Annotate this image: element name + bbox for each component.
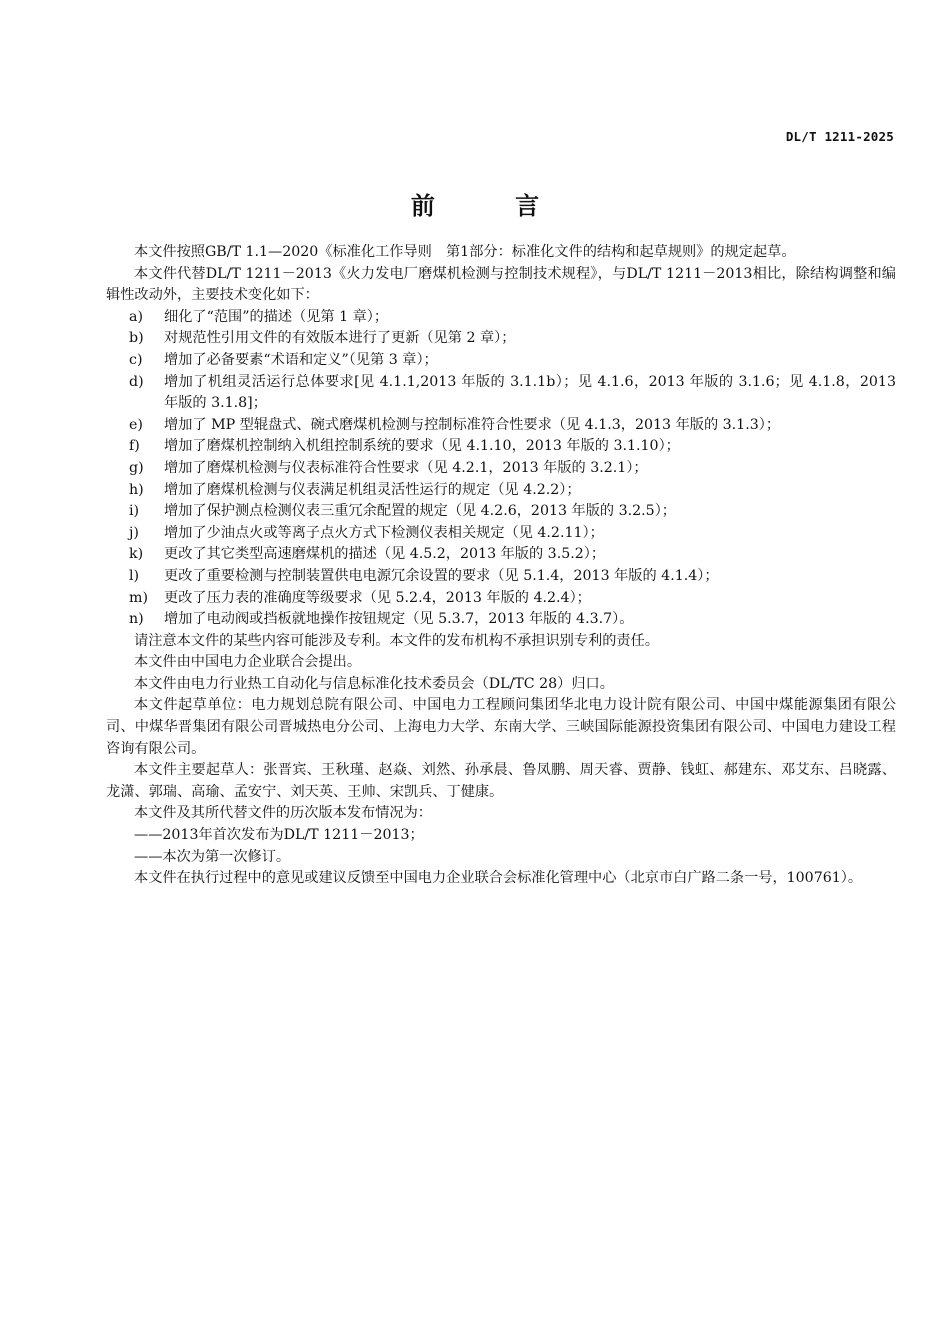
list-item xyxy=(106,458,896,480)
list-item xyxy=(106,415,896,437)
list-item-text: 增加了磨煤机检测与仪表标准符合性要求（见 4.2.1，2013 年版的 3.2.1）； xyxy=(164,459,648,476)
changes-list xyxy=(106,307,896,631)
list-item xyxy=(106,436,896,458)
list-item xyxy=(106,307,896,329)
list-item xyxy=(106,523,896,545)
foreword-body xyxy=(106,242,896,890)
paragraph-drafting-units: 本文件起草单位：电力规划总院有限公司、中国电力工程顾问集团华北电力设计院有限公司、中国中煤能源集团有限公司、中煤华晋集团有限公司晋城热电分公司、上海电力大学、东南大学、三峡国际能源投资集团有限公司、中国电力建设工程咨询有限公司。 xyxy=(106,697,896,757)
list-item-text: 增加了电动阀或挡板就地操作按钮规定（见 5.3.7，2013 年版的 4.3.7）。 xyxy=(164,611,634,628)
list-item-text: 增加了机组灵活运行总体要求[见 4.1.1,2013 年版的 3.1.1b）；见 4.1.6，2013 年版的 3.1.6；见 4.1.8，2013 年版的 3.1.8]； xyxy=(164,373,896,412)
list-marker: h) xyxy=(129,481,144,498)
list-item-text: 增加了必备要素“术语和定义”（见第 3 章）； xyxy=(164,351,438,368)
list-item-text: 增加了 MP 型辊盘式、碗式磨煤机检测与控制标准符合性要求（见 4.1.3，2013 年版的 3.1.3）； xyxy=(164,416,781,433)
list-marker: i) xyxy=(129,503,140,520)
list-item-text: 增加了磨煤机控制纳入机组控制系统的要求（见 4.1.10，2013 年版的 3.1.10）； xyxy=(164,438,680,455)
document-code: DL/T 1211-2025 xyxy=(785,129,894,144)
paragraph-committee: 本文件由电力行业热工自动化与信息标准化技术委员会（DL/TC 28）归口。 xyxy=(134,675,614,692)
paragraph-history-intro: 本文件及其所代替文件的历次版本发布情况为： xyxy=(134,805,432,822)
list-marker: b) xyxy=(129,330,144,347)
list-marker: l) xyxy=(129,567,140,584)
list-item xyxy=(106,372,896,415)
list-marker: a) xyxy=(129,308,143,325)
paragraph-drafting-rules: 本文件按照GB/T 1.1—2020《标准化工作导则 第1部分：标准化文件的结构和起草规则》的规定起草。 xyxy=(134,244,796,260)
list-marker: j) xyxy=(129,524,139,541)
list-item-text: 更改了其它类型高速磨煤机的描述（见 4.5.2，2013 年版的 3.5.2）； xyxy=(164,546,606,563)
history-item: ——2013年首次发布为DL/T 1211－2013； xyxy=(134,827,424,844)
list-item xyxy=(106,480,896,502)
paragraph-feedback: 本文件在执行过程中的意见或建议反馈至中国电力企业联合会标准化管理中心（北京市白广路二条一号，100761）。 xyxy=(134,870,863,887)
list-marker: g) xyxy=(129,459,144,476)
paragraph-patent-notice: 请注意本文件的某些内容可能涉及专利。本文件的发布机构不承担识别专利的责任。 xyxy=(134,632,659,649)
list-item xyxy=(106,566,896,588)
list-item xyxy=(106,501,896,523)
list-item-text: 细化了“范围”的描述（见第 1 章）； xyxy=(164,308,389,325)
list-item-text: 增加了少油点火或等离子点火方式下检测仪表相关规定（见 4.2.11）； xyxy=(164,524,604,541)
list-item-text: 增加了磨煤机检测与仪表满足机组灵活性运行的规定（见 4.2.2）； xyxy=(164,481,581,498)
list-marker: e) xyxy=(129,416,143,433)
list-marker: k) xyxy=(129,546,144,563)
list-marker: c) xyxy=(129,351,143,368)
list-item xyxy=(106,588,896,610)
page-title: 前 言 xyxy=(410,192,576,220)
list-item xyxy=(106,609,896,631)
list-item xyxy=(106,328,896,350)
list-item-text: 更改了重要检测与控制装置供电电源冗余设置的要求（见 5.1.4，2013 年版的 4.1.4）； xyxy=(164,567,719,584)
paragraph-drafters: 本文件主要起草人：张晋宾、王秋瑾、赵焱、刘然、孙承晨、鲁凤鹏、周天睿、贾静、钱虹、郝建东、邓艾东、吕晓露、龙潇、郭瑞、高瑜、孟安宁、刘天英、王帅、宋凯兵、丁健康。 xyxy=(106,762,896,800)
list-marker: n) xyxy=(129,611,144,628)
paragraph-proposer: 本文件由中国电力企业联合会提出。 xyxy=(134,654,362,671)
list-item xyxy=(106,350,896,372)
list-marker: d) xyxy=(129,373,144,390)
list-marker: m) xyxy=(129,589,148,606)
history-item: ——本次为第一次修订。 xyxy=(134,848,291,865)
list-item-text: 对规范性引用文件的有效版本进行了更新（见第 2 章）； xyxy=(164,330,516,347)
list-item xyxy=(106,544,896,566)
list-item-text: 更改了压力表的准确度等级要求（见 5.2.4，2013 年版的 4.2.4）； xyxy=(164,589,591,606)
list-item-text: 增加了保护测点检测仪表三重冗余配置的规定（见 4.2.6，2013 年版的 3.2.5）； xyxy=(164,503,676,520)
list-marker: f) xyxy=(129,438,140,455)
paragraph-replacement: 本文件代替DL/T 1211－2013《火力发电厂磨煤机检测与控制技术规程》，与DL/T 1211－2013相比，除结构调整和编辑性改动外，主要技术变化如下： xyxy=(106,265,896,304)
